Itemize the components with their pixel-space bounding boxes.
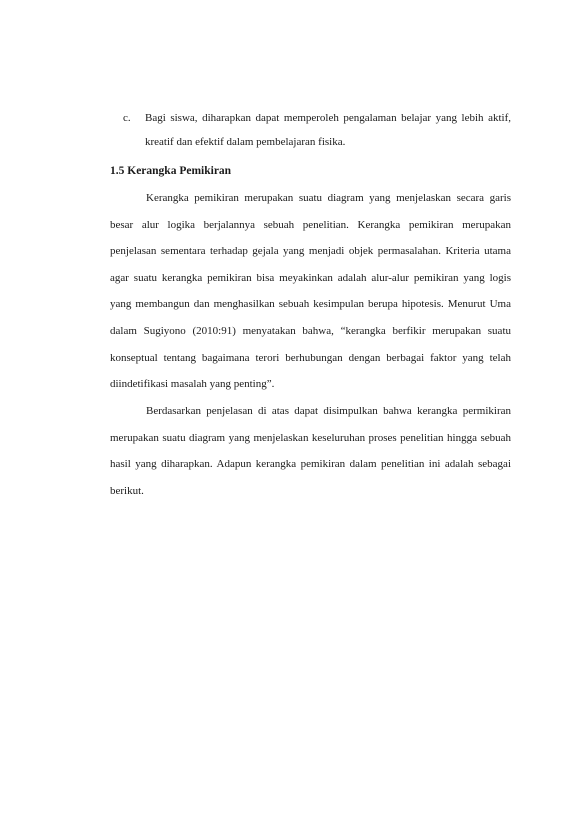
paragraph-1: Kerangka pemikiran merupakan suatu diagram yang menjelaskan secara garis besar alur logika berjalannya sebuah penelitian. Kerangka pemikiran merupakan penjelasan sementara terhadap gejala yang menjadi objek permasalahan. Kriteria utama agar suatu kerangka pemikiran bisa meyakinkan adalah alur-alur pemikiran yang logis yang membangun dan menghasilkan sebuah kesimpulan berupa hipotesis. Menurut Uma dalam Sugiyono (2010:91) menyatakan bahwa, “kerangka berfikir merupakan suatu konseptual tentang bagaimana terori berhubungan dengan berbagai faktor yang telah diindetifikasi masalah yang penting”. <box>110 192 511 391</box>
list-marker: c. <box>123 112 131 124</box>
paragraph-2: Berdasarkan penjelasan di atas dapat disimpulkan bahwa kerangka permikiran merupakan suatu diagram yang menjelaskan keseluruhan proses penelitian hingga sebuah hasil yang diharapkan. Adapun kerangka pemikiran dalam penelitian ini adalah sebagai berikut. <box>110 405 511 497</box>
section-heading: 1.5 Kerangka Pemikiran <box>110 165 232 177</box>
list-item-text: Bagi siswa, diharapkan dapat memperoleh pengalaman belajar yang lebih aktif, kreatif dan efektif dalam pembelajaran fisika. <box>145 112 511 148</box>
list-item-c <box>110 106 511 154</box>
